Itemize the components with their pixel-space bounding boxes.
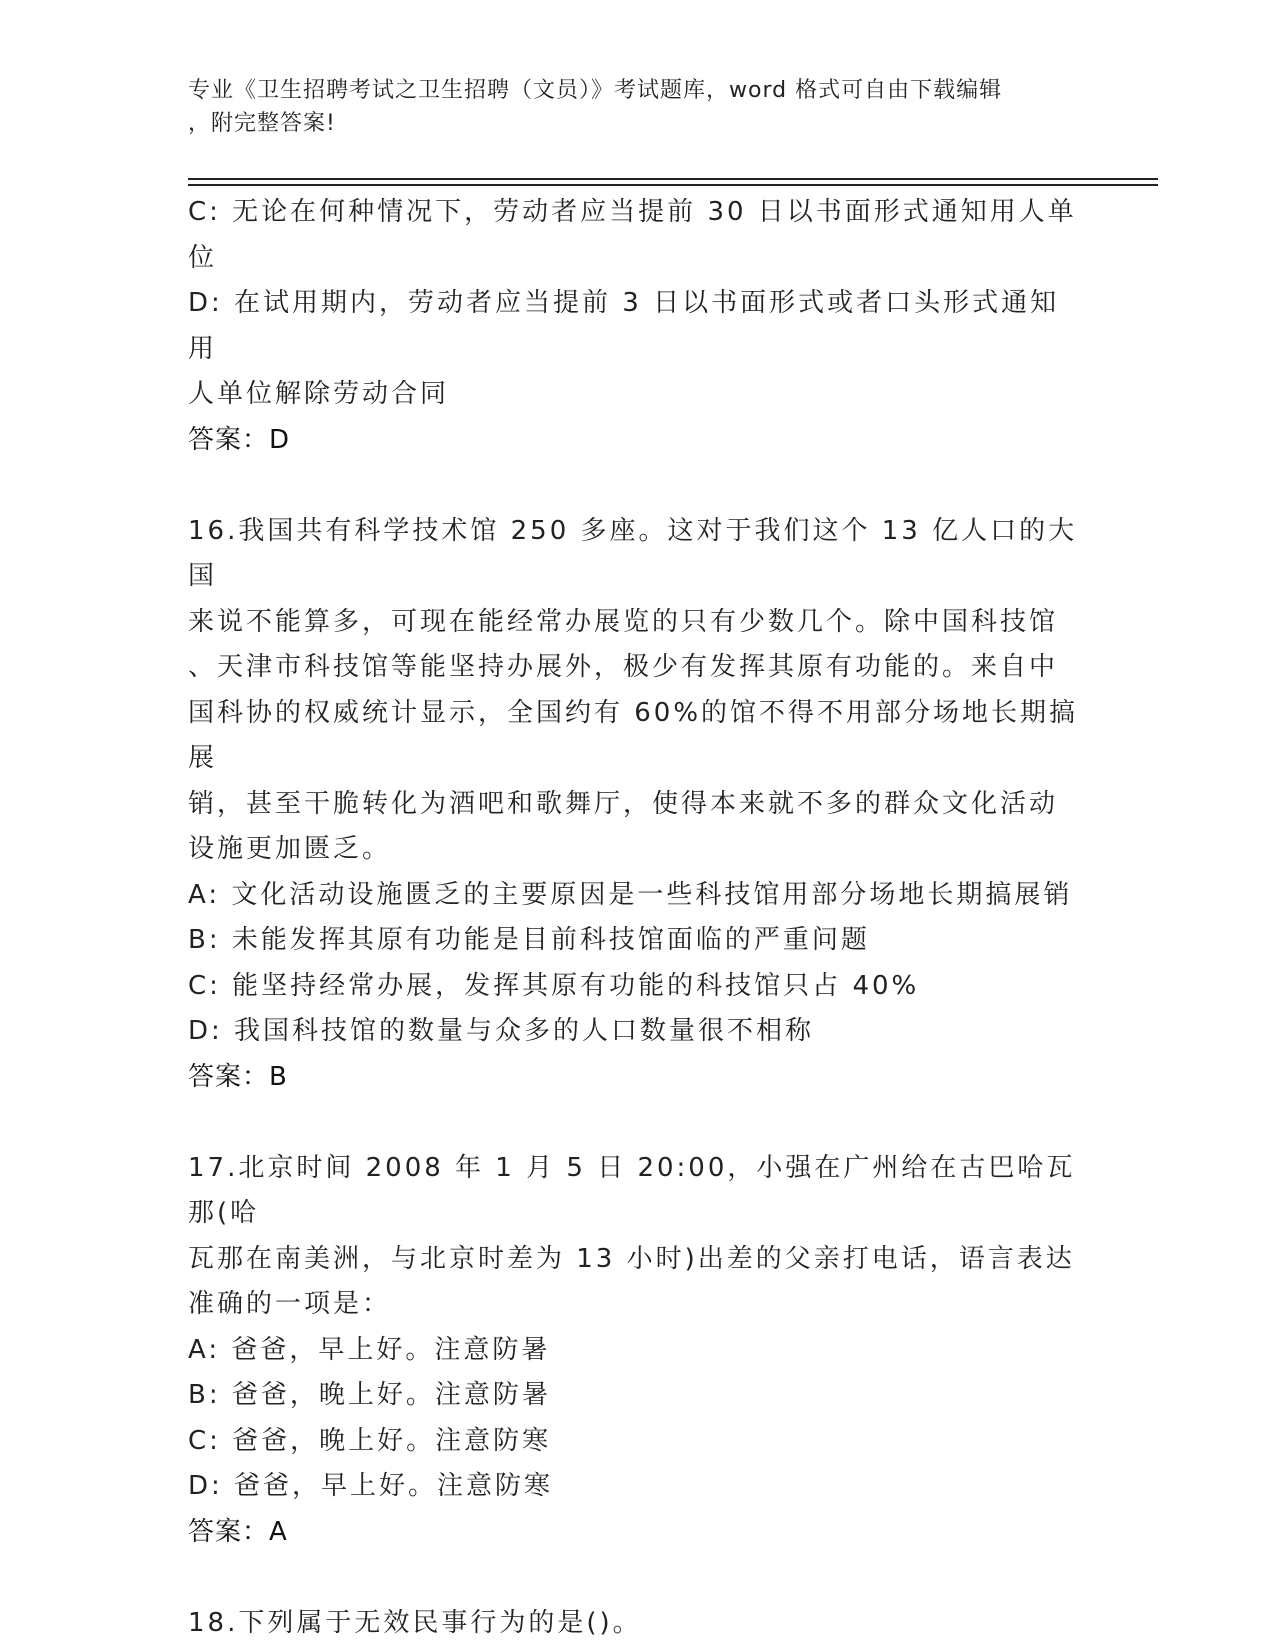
- option-b: B: 未能发挥其原有功能是目前科技馆面临的严重问题: [188, 925, 870, 955]
- question-stem-line: 、天津市科技馆等能坚持办展外，极少有发挥其原有功能的。来自中: [188, 652, 1059, 682]
- option-c: C: 无论在何种情况下，劳动者应当提前 30 日以书面形式通知用人单: [188, 197, 1077, 227]
- question-stem-line: 来说不能算多，可现在能经常办展览的只有少数几个。除中国科技馆: [188, 606, 1059, 637]
- answer-label: 答案：A: [188, 1516, 288, 1547]
- spacer: [188, 1555, 1088, 1601]
- question-stem-line: 17.北京时间 2008 年 1 月 5 日 20:00，小强在广州给在古巴哈瓦那(哈: [188, 1152, 1076, 1228]
- question-stem-line: 设施更加匮乏。: [188, 834, 392, 864]
- document-body: [188, 190, 1088, 1646]
- header-line-1: 专业《卫生招聘考试之卫生招聘（文员）》考试题库，word 格式可自由下载编辑: [188, 78, 1003, 103]
- answer-label: 答案：D: [188, 424, 291, 455]
- option-c: C: 能坚持经常办展，发挥其原有功能的科技馆只占 40%: [188, 970, 920, 1001]
- question-15-continuation: [188, 190, 1088, 463]
- option-d: D: 爸爸，早上好。注意防寒: [188, 1471, 554, 1501]
- question-17: [188, 1146, 1088, 1556]
- option-a: A: 爸爸，早上好。注意防暑: [188, 1334, 551, 1365]
- question-stem-line: 18.下列属于无效民事行为的是()。: [188, 1607, 642, 1638]
- question-stem-line: 16.我国共有科学技术馆 250 多座。这对于我们这个 13 亿人口的大国: [188, 515, 1078, 591]
- document-header: [188, 74, 1068, 140]
- header-divider-bottom: [188, 184, 1158, 186]
- option-b: B: 爸爸，晚上好。注意防暑: [188, 1380, 551, 1410]
- question-stem-line: 瓦那在南美洲，与北京时差为 13 小时)出差的父亲打电话，语言表达: [188, 1243, 1075, 1274]
- spacer: [188, 463, 1088, 509]
- option-d: D: 我国科技馆的数量与众多的人口数量很不相称: [188, 1016, 815, 1046]
- option-c: C: 爸爸，晚上好。注意防寒: [188, 1425, 552, 1456]
- header-divider-top: [188, 178, 1158, 180]
- question-stem-line: 准确的一项是：: [188, 1289, 392, 1319]
- question-18: [188, 1601, 1088, 1647]
- question-stem-line: 销，甚至干脆转化为酒吧和歌舞厅，使得本来就不多的群众文化活动: [188, 788, 1059, 819]
- question-16: [188, 509, 1088, 1101]
- option-c-continued: 位: [188, 242, 218, 273]
- option-d: D: 在试用期内，劳动者应当提前 3 日以书面形式或者口头形式通知用: [188, 288, 1060, 364]
- option-d-continued: 人单位解除劳动合同: [188, 379, 450, 409]
- spacer: [188, 1100, 1088, 1146]
- answer-label: 答案：B: [188, 1061, 288, 1092]
- option-a: A: 文化活动设施匮乏的主要原因是一些科技馆用部分场地长期搞展销: [188, 879, 1073, 910]
- header-line-2: ，附完整答案!: [188, 111, 336, 136]
- question-stem-line: 国科协的权威统计显示，全国约有 60%的馆不得不用部分场地长期搞展: [188, 697, 1079, 773]
